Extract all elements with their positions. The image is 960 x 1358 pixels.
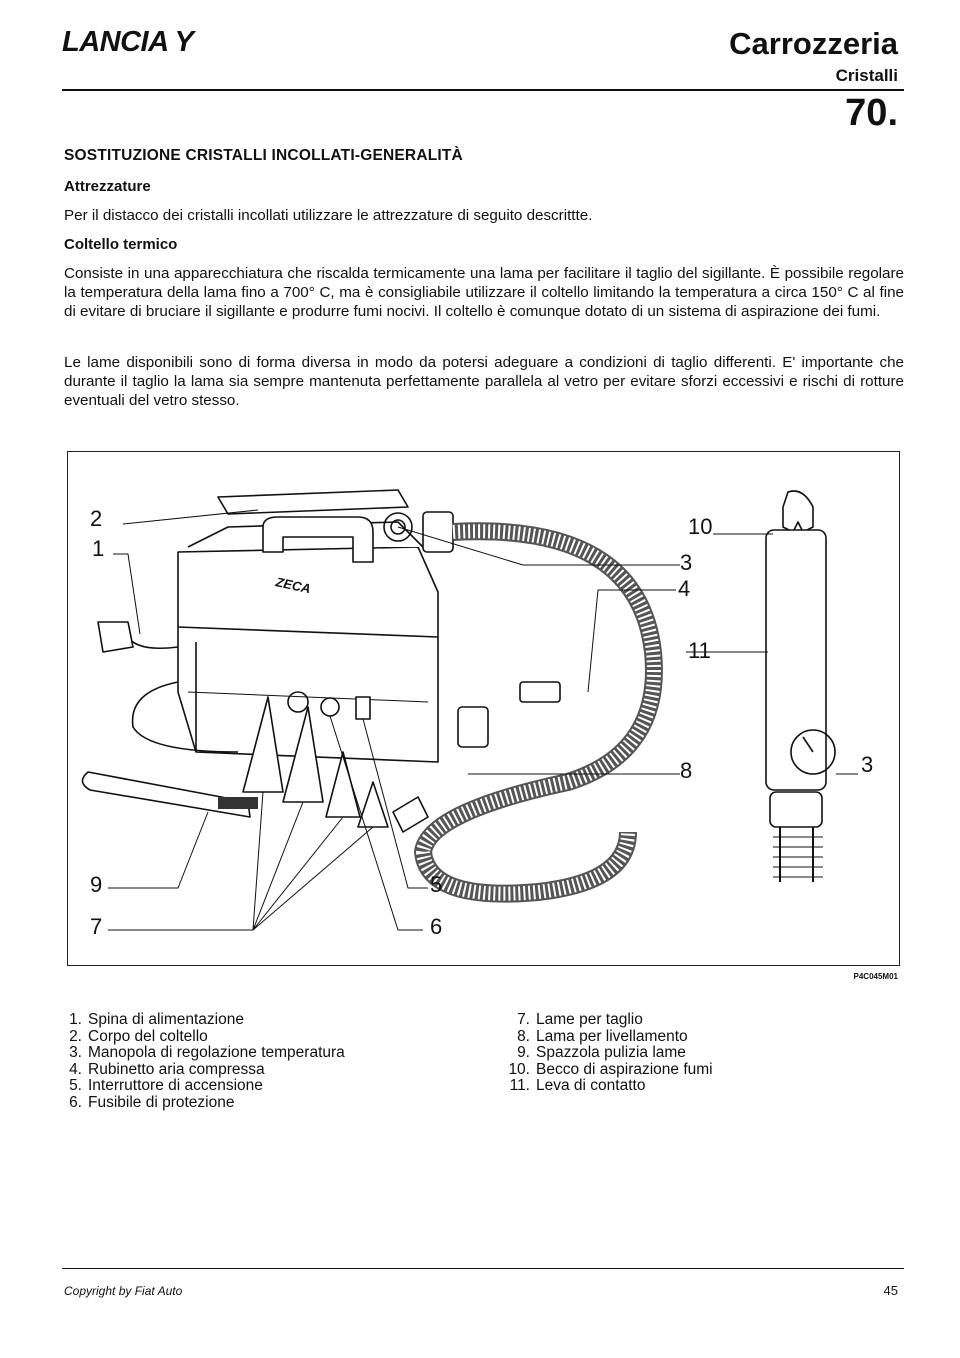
legend-number: 8. [517, 1027, 530, 1045]
section-title: Carrozzeria [729, 26, 898, 61]
legend-text: Lama per livellamento [536, 1027, 688, 1045]
callout-3-right: 3 [861, 752, 874, 777]
footer-rule [62, 1268, 904, 1269]
legend-text: Lame per taglio [536, 1011, 643, 1028]
callout-4: 4 [678, 576, 691, 601]
subtitle-coltello: Coltello termico [64, 236, 178, 253]
subtitle-attrezzature: Attrezzature [64, 178, 151, 195]
callout-10: 10 [688, 514, 713, 539]
callout-1: 1 [92, 536, 105, 561]
legend-item [60, 1062, 345, 1079]
legend-item [60, 1078, 345, 1095]
callout-11: 11 [688, 638, 711, 663]
legend-text: Fusibile di protezione [88, 1093, 235, 1111]
paragraph-description: Consiste in una apparecchiatura che riscalda termicamente una lama per facilitare il taglio del sigillante. È possibile regolare la temperatura della lama fino a 700° C, ma è consigliabile utilizzare il coltello limitando la temperatura a circa 150° C al fine di evitare di bruciare il sigillante e produrre fumi nocivi. Il coltello è comunque dotato di un sistema di aspirazione dei fumi. [64, 265, 904, 320]
page-number: 45 [883, 1283, 898, 1298]
legend-text: Rubinetto aria compressa [88, 1060, 265, 1078]
legend-number: 5. [69, 1077, 82, 1094]
legend-text: Interruttore di accensione [88, 1077, 263, 1094]
legend-item [508, 1078, 713, 1095]
legend-text: Manopola di regolazione temperatura [88, 1044, 345, 1061]
legend-number: 2. [69, 1027, 82, 1045]
paragraph-intro: Per il distacco dei cristalli incollati utilizzare le attrezzature di seguito descrittte. [64, 207, 593, 224]
legend-item [60, 1012, 345, 1029]
brand-title: LANCIA Y [62, 26, 194, 58]
legend-item [508, 1045, 713, 1062]
callout-7: 7 [90, 914, 103, 939]
tool-illustration [67, 451, 900, 966]
page-title: SOSTITUZIONE CRISTALLI INCOLLATI-GENERALITÀ [64, 147, 463, 164]
header-rule [62, 89, 904, 91]
tool-drawing [68, 452, 901, 967]
callout-3-top: 3 [680, 550, 693, 575]
case-logo: ZECA [274, 574, 313, 597]
legend-number: 6. [69, 1093, 82, 1111]
legend-item [60, 1029, 345, 1046]
copyright-notice: Copyright by Fiat Auto [64, 1284, 183, 1298]
callout-9: 9 [90, 872, 103, 897]
legend-text: Leva di contatto [536, 1077, 646, 1094]
legend-number: 11. [509, 1077, 530, 1094]
legend-text: Corpo del coltello [88, 1027, 208, 1045]
legend-left [60, 1012, 345, 1111]
subsection-title: Cristalli [835, 66, 898, 85]
legend-number: 1. [69, 1011, 82, 1028]
legend-right [508, 1012, 713, 1095]
legend-text: Becco di aspirazione fumi [536, 1060, 713, 1078]
legend-number: 9. [517, 1044, 530, 1061]
legend-item [508, 1062, 713, 1079]
legend-item [60, 1095, 345, 1112]
legend-number: 4. [69, 1060, 82, 1078]
legend-number: 3. [69, 1044, 82, 1061]
figure-code: P4C045M01 [853, 972, 898, 981]
legend-text: Spazzola pulizia lame [536, 1044, 686, 1061]
legend-number: 7. [517, 1011, 530, 1028]
page-code: 70. [845, 92, 898, 134]
callout-8: 8 [680, 758, 693, 783]
legend-item [508, 1012, 713, 1029]
legend-number: 10. [508, 1060, 530, 1078]
callout-6: 6 [430, 914, 443, 939]
callout-5: 5 [430, 872, 443, 897]
legend-item [60, 1045, 345, 1062]
paragraph-blades: Le lame disponibili sono di forma diversa in modo da potersi adeguare a condizioni di taglio differenti. E' importante che durante il taglio la lama sia sempre mantenuta perfettamente parallela al vetro per evitare sforzi eccessivi e rischi di rotture eventuali del vetro stesso. [64, 354, 904, 409]
legend-item [508, 1029, 713, 1046]
legend-text: Spina di alimentazione [88, 1011, 244, 1028]
callout-2: 2 [90, 506, 103, 531]
